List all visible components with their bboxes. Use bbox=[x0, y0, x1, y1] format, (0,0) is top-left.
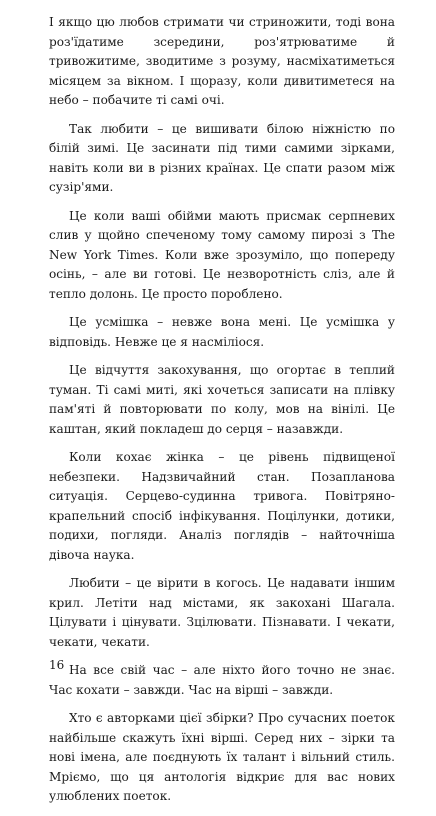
page-number: 16 bbox=[49, 658, 65, 672]
paragraph-5: Це відчуття закохування, що огортає в теплий туман. Ті самі миті, які хочеться записати на плівку пам'яті й повторювати по колу, мов на вінілі. Це каштан, який покладеш до серця – назавжди. bbox=[49, 363, 395, 436]
paragraph-4: Це усмішка – невже вона мені. Це усмішка у відповідь. Невже це я насміліося. bbox=[49, 315, 395, 349]
paragraph-2: Так любити – це вишивати білою ніжністю по білій зимі. Це засинати під тими самими зірками, навіть коли ви в різних країнах. Це спати разом між сузір'ями. bbox=[49, 121, 395, 194]
paragraph-9: Хто є авторками цієї збірки? Про сучасних поеток найбільше скажуть їхні вірші. Серед них – зірки та нові імена, але поєднують їх талант і вільний стиль. Мріємо, що ця антологія відкриє для вас нових улюблених поеток. bbox=[49, 711, 395, 803]
paragraph-8: На все свій час – але ніхто його точно не знає. Час кохати – завжди. Час на вірші – завжди. bbox=[49, 663, 395, 697]
paragraph-6: Коли кохає жінка – це рівень підвищеної небезпеки. Надзвичайний стан. Позапланова ситуація. Серцево-судинна тривога. Повітряно-крапельний спосіб інфікування. Поцілунки, дотики, подихи, погляди. Аналіз поглядів – найточніша дівоча наука. bbox=[49, 450, 395, 562]
body-text bbox=[49, 13, 395, 816]
paragraph-3: Це коли ваші обійми мають присмак серпневих слив у щойно спеченому тому самому пирозі з The New York Times. Коли вже зрозуміло, що попереду осінь, – але ви готові. Це незворотність сліз, але й тепло долонь. Це просто пороблено. bbox=[49, 208, 395, 301]
paragraph-1: І якщо цю любов стримати чи стриножити, тоді вона роз'їдатиме зсередини, роз'ятрюватиме й тривожитиме, зводитиме з розуму, насміхатиметься місяцем за вікном. І щоразу, коли дивитиметеся на небо – побачите ті самі очі. bbox=[49, 15, 395, 107]
paragraph-7: Любити – це вірити в когось. Це надавати іншим крил. Летіти над містами, як закохані Шагала. Цілувати і цінувати. Зцілювати. Пізнавати. І чекати, чекати, чекати. bbox=[49, 576, 395, 649]
